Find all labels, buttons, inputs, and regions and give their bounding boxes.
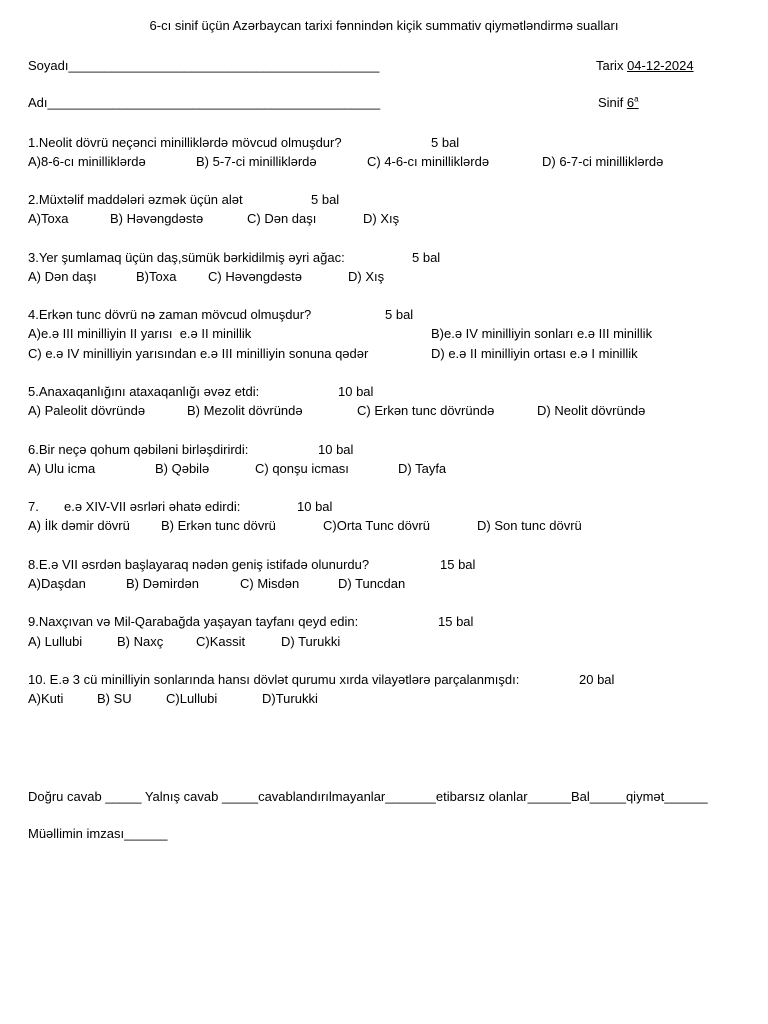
question-9-points: 15 bal — [438, 614, 474, 629]
question-8-points: 15 bal — [440, 557, 476, 572]
surname-field[interactable]: Soyadı___________________________________________ — [28, 58, 380, 73]
question-4-option-c[interactable]: C) e.ə IV minilliyin yarısından e.ə III minilliyin sonuna qədər — [28, 346, 369, 361]
question-7: e.ə XIV-VII əsrləri əhatə edirdi: — [64, 499, 241, 514]
question-3: 3.Yer şumlamaq üçün daş,sümük bərkidilmiş əyri ağac: — [28, 250, 345, 265]
question-9-option-b[interactable]: B) Naxç — [117, 634, 164, 649]
question-6-option-d[interactable]: D) Tayfa — [398, 461, 447, 476]
question-5-option-a[interactable]: A) Paleolit dövründə — [28, 403, 146, 418]
question-10: 10. E.ə 3 cü minilliyin sonlarında hansı dövlət qurumu xırda vilayətlərə parçalanmışdı: — [28, 672, 520, 687]
question-3-option-b[interactable]: B)Toxa — [136, 269, 177, 284]
question-6-option-b[interactable]: B) Qəbilə — [155, 461, 210, 476]
page-title: 6-cı sinif üçün Azərbaycan tarixi fənnindən kiçik summativ qiymətləndirmə sualları — [149, 18, 619, 33]
question-7-points: 10 bal — [297, 499, 333, 514]
question-7-option-a[interactable]: A) İlk dəmir dövrü — [28, 518, 130, 533]
teacher-signature[interactable]: Müəllimin imzası______ — [28, 826, 168, 841]
question-9-option-c[interactable]: C)Kassit — [196, 634, 246, 649]
question-1-points: 5 bal — [431, 135, 460, 150]
question-9-option-d[interactable]: D) Turukki — [281, 634, 341, 649]
class-value: 6$^a$ — [626, 94, 639, 110]
question-8-option-c[interactable]: C) Misdən — [240, 576, 300, 591]
question-4-option-a[interactable]: A)e.ə III minilliyin II yarısı e.ə II minillik — [28, 326, 252, 341]
question-2: 2.Müxtəlif maddələri əzmək üçün alət — [28, 192, 243, 207]
question-7-option-b[interactable]: B) Erkən tunc dövrü — [161, 518, 276, 533]
question-3-option-a[interactable]: A) Dən daşı — [28, 269, 97, 284]
question-4-points: 5 bal — [385, 307, 414, 322]
question-9: 9.Naxçıvan və Mil-Qarabağda yaşayan tayfanı qeyd edin: — [28, 614, 359, 629]
question-10-points: 20 bal — [579, 672, 615, 687]
question-2-option-a[interactable]: A)Toxa — [28, 211, 69, 226]
question-7-option-d[interactable]: D) Son tunc dövrü — [477, 518, 582, 533]
date-field: Tarix 04-12-2024 — [596, 58, 694, 73]
question-2-option-b[interactable]: B) Həvəngdəstə — [110, 211, 204, 226]
question-10-option-c[interactable]: C)Lullubi — [166, 691, 218, 706]
question-1-option-b[interactable]: B) 5-7-ci minilliklərdə — [196, 154, 317, 169]
question-3-option-c[interactable]: C) Həvəngdəstə — [208, 269, 302, 284]
question-5-points: 10 bal — [338, 384, 374, 399]
question-6: 6.Bir neçə qohum qəbiləni birləşdirirdi: — [28, 442, 249, 457]
question-10-option-b[interactable]: B) SU — [97, 691, 132, 706]
question-7-option-c[interactable]: C)Orta Tunc dövrü — [323, 518, 430, 533]
question-10-option-d[interactable]: D)Turukki — [262, 691, 318, 706]
question-4: 4.Erkən tunc dövrü nə zaman mövcud olmuşdur? — [28, 307, 312, 322]
question-2-points: 5 bal — [311, 192, 340, 207]
question-8: 8.E.ə VII əsrdən başlayaraq nədən geniş istifadə olunurdu? — [28, 557, 370, 572]
name-field[interactable]: Adı______________________________________________ — [28, 95, 381, 110]
question-6-option-a[interactable]: A) Ulu icma — [28, 461, 96, 476]
question-4-option-b[interactable]: B)e.ə IV minilliyin sonları e.ə III minillik — [431, 326, 653, 341]
question-4-option-d[interactable]: D) e.ə II minilliyin ortası e.ə I minillik — [431, 346, 638, 361]
question-1-option-d[interactable]: D) 6-7-ci minilliklərdə — [542, 154, 664, 169]
question-9-option-a[interactable]: A) Lullubi — [28, 634, 83, 649]
question-1-option-c[interactable]: C) 4-6-cı minilliklərdə — [367, 154, 490, 169]
question-5-option-d[interactable]: D) Neolit dövründə — [537, 403, 646, 418]
question-8-option-d[interactable]: D) Tuncdan — [338, 576, 406, 591]
question-1: 1.Neolit dövrü neçənci minilliklərdə mövcud olmuşdur? — [28, 135, 342, 150]
results-summary[interactable]: Doğru cavab _____ Yalnış cavab _____cavablandırılmayanlar_______etibarsız olanlar______Bal_____qiymət______ — [28, 789, 708, 804]
class-field: Sinif 6$^a$ — [598, 94, 639, 110]
question-5-option-c[interactable]: C) Erkən tunc dövründə — [357, 403, 495, 418]
question-3-option-d[interactable]: D) Xış — [348, 269, 385, 284]
question-1-option-a[interactable]: A)8-6-cı minilliklərdə — [28, 154, 146, 169]
question-6-points: 10 bal — [318, 442, 354, 457]
question-10-option-a[interactable]: A)Kuti — [28, 691, 64, 706]
date-value: 04-12-2024 — [627, 58, 694, 73]
question-8-option-a[interactable]: A)Daşdan — [28, 576, 86, 591]
question-5-option-b[interactable]: B) Mezolit dövründə — [187, 403, 303, 418]
question-2-option-d[interactable]: D) Xış — [363, 211, 400, 226]
question-7-number: 7. — [28, 499, 39, 514]
question-6-option-c[interactable]: C) qonşu icması — [255, 461, 349, 476]
question-8-option-b[interactable]: B) Dəmirdən — [126, 576, 199, 591]
question-3-points: 5 bal — [412, 250, 441, 265]
question-2-option-c[interactable]: C) Dən daşı — [247, 211, 317, 226]
question-5: 5.Anaxaqanlığını ataxaqanlığı əvəz etdi: — [28, 384, 260, 399]
